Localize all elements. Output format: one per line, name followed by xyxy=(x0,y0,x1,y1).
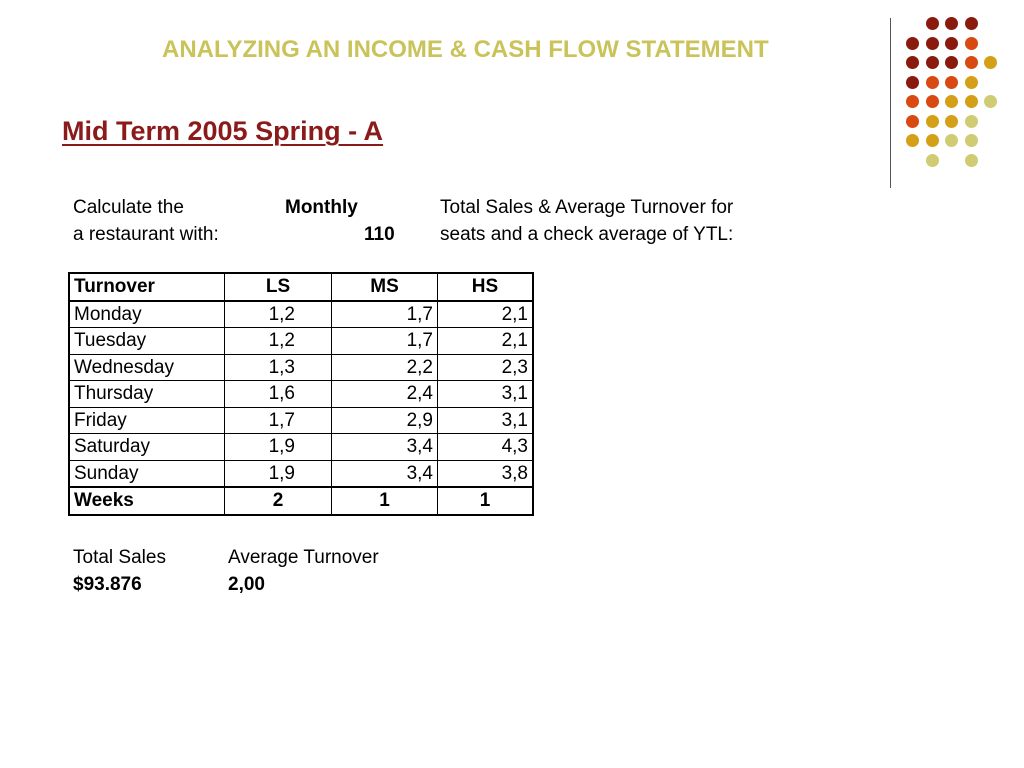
intro-text-2c: seats and a check average of YTL: xyxy=(440,224,734,245)
table-header-row xyxy=(69,273,533,301)
row-ms: 1,7 xyxy=(332,328,438,355)
row-day: Wednesday xyxy=(69,354,225,381)
decorative-dot-grid xyxy=(906,10,1016,170)
header-turnover: Turnover xyxy=(69,273,225,301)
average-turnover-label: Average Turnover xyxy=(228,547,379,568)
row-day: Friday xyxy=(69,407,225,434)
row-ls: 1,9 xyxy=(225,460,332,487)
row-ls: 1,6 xyxy=(225,381,332,408)
table-row xyxy=(69,381,533,408)
row-hs: 4,3 xyxy=(438,434,534,461)
decorative-dot xyxy=(945,37,958,50)
table-row xyxy=(69,460,533,487)
table-row xyxy=(69,407,533,434)
intro-text-1a: Calculate the xyxy=(73,197,184,218)
decorative-dot xyxy=(926,95,939,108)
decorative-dot xyxy=(906,115,919,128)
decorative-dot xyxy=(926,115,939,128)
row-hs: 3,8 xyxy=(438,460,534,487)
decorative-dot xyxy=(965,37,978,50)
table-row xyxy=(69,434,533,461)
intro-text-1c: Total Sales & Average Turnover for xyxy=(440,197,734,218)
decorative-dot xyxy=(945,56,958,69)
row-ls: 1,2 xyxy=(225,328,332,355)
decorative-dot xyxy=(906,76,919,89)
slide-title: ANALYZING AN INCOME & CASH FLOW STATEMENT xyxy=(162,36,769,63)
decorative-dot xyxy=(965,95,978,108)
total-sales-label: Total Sales xyxy=(73,547,166,568)
row-ms: 3,4 xyxy=(332,434,438,461)
decorative-dot xyxy=(945,134,958,147)
row-hs: 2,1 xyxy=(438,301,534,328)
row-ms: 2,4 xyxy=(332,381,438,408)
row-hs: 3,1 xyxy=(438,381,534,408)
divider-line xyxy=(890,18,891,188)
row-day: Tuesday xyxy=(69,328,225,355)
row-day: Monday xyxy=(69,301,225,328)
decorative-dot xyxy=(926,17,939,30)
intro-seats: 110 xyxy=(364,224,395,245)
decorative-dot xyxy=(965,17,978,30)
turnover-table xyxy=(68,272,534,516)
header-ms: MS xyxy=(332,273,438,301)
row-ms: 1,7 xyxy=(332,301,438,328)
decorative-dot xyxy=(926,37,939,50)
row-ls: 1,7 xyxy=(225,407,332,434)
row-hs: 2,3 xyxy=(438,354,534,381)
decorative-dot xyxy=(906,37,919,50)
decorative-dot xyxy=(945,95,958,108)
row-ms: 2,2 xyxy=(332,354,438,381)
decorative-dot xyxy=(926,134,939,147)
average-turnover-value: 2,00 xyxy=(228,574,265,595)
row-ls: 1,9 xyxy=(225,434,332,461)
decorative-dot xyxy=(926,76,939,89)
intro-period: Monthly xyxy=(285,197,358,218)
decorative-dot xyxy=(926,56,939,69)
table-footer-row xyxy=(69,487,533,515)
footer-ms: 1 xyxy=(332,487,438,515)
intro-text-2a: a restaurant with: xyxy=(73,224,219,245)
row-ms: 3,4 xyxy=(332,460,438,487)
row-day: Saturday xyxy=(69,434,225,461)
footer-ls: 2 xyxy=(225,487,332,515)
table-row xyxy=(69,328,533,355)
decorative-dot xyxy=(965,56,978,69)
decorative-dot xyxy=(945,17,958,30)
decorative-dot xyxy=(965,115,978,128)
header-hs: HS xyxy=(438,273,534,301)
decorative-dot xyxy=(965,154,978,167)
row-ms: 2,9 xyxy=(332,407,438,434)
table-row xyxy=(69,301,533,328)
decorative-dot xyxy=(965,134,978,147)
row-day: Sunday xyxy=(69,460,225,487)
header-ls: LS xyxy=(225,273,332,301)
decorative-dot xyxy=(926,154,939,167)
decorative-dot xyxy=(945,76,958,89)
decorative-dot xyxy=(965,76,978,89)
decorative-dot xyxy=(984,95,997,108)
row-hs: 2,1 xyxy=(438,328,534,355)
row-ls: 1,3 xyxy=(225,354,332,381)
footer-weeks-label: Weeks xyxy=(69,487,225,515)
total-sales-value: $93.876 xyxy=(73,574,142,595)
row-day: Thursday xyxy=(69,381,225,408)
decorative-dot xyxy=(984,56,997,69)
slide-subtitle: Mid Term 2005 Spring - A xyxy=(62,116,384,146)
decorative-dot xyxy=(945,115,958,128)
row-hs: 3,1 xyxy=(438,407,534,434)
footer-hs: 1 xyxy=(438,487,534,515)
decorative-dot xyxy=(906,134,919,147)
decorative-dot xyxy=(906,56,919,69)
decorative-dot xyxy=(906,95,919,108)
table-row xyxy=(69,354,533,381)
row-ls: 1,2 xyxy=(225,301,332,328)
